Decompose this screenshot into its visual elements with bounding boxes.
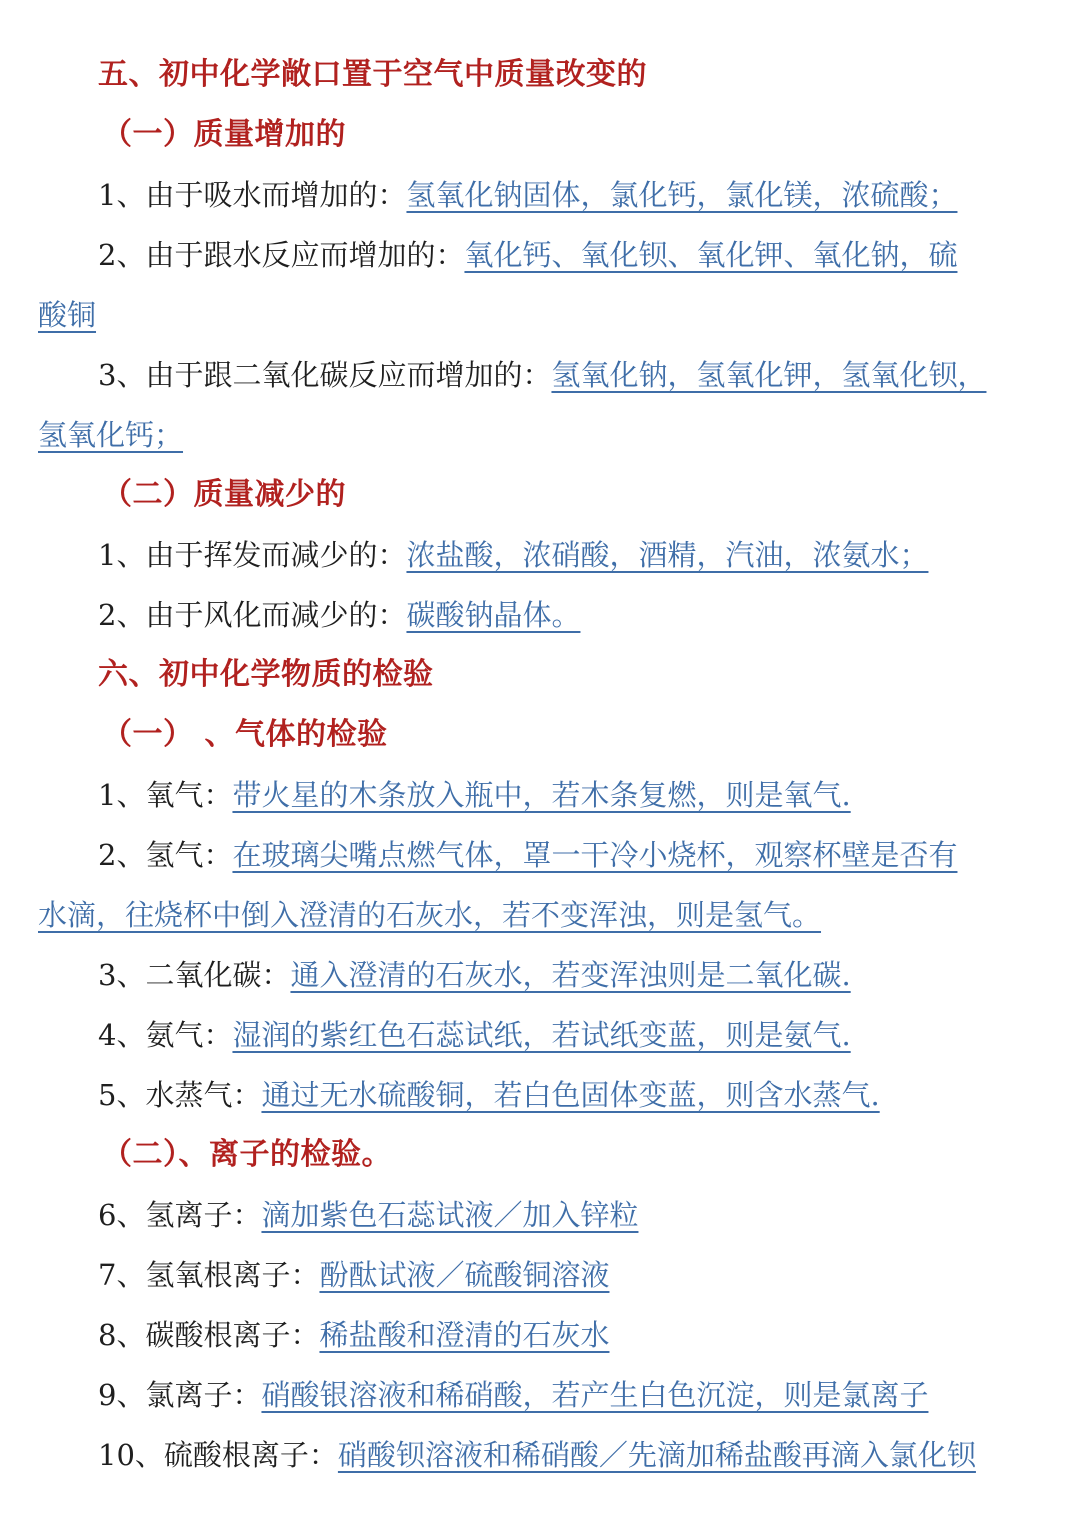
section5-item3-continued: [38, 405, 1048, 465]
item-prefix: 3、二氧化碳：: [98, 958, 291, 992]
item-answer: 湿润的紫红色石蕊试纸，若试纸变蓝，则是氨气.: [232, 1018, 851, 1052]
item-answer-continued: 氢氧化钙；: [38, 418, 184, 452]
item-answer: 硝酸银溶液和稀硝酸，若产生白色沉淀，则是氯离子: [261, 1378, 929, 1412]
item-answer: 在玻璃尖嘴点燃气体，罩一干冷小烧杯，观察杯壁是否有: [232, 838, 958, 872]
section6-item7: [98, 1245, 1080, 1305]
item-answer: 酚酞试液／硫酸铜溶液: [319, 1258, 610, 1292]
item-answer: 稀盐酸和澄清的石灰水: [319, 1318, 610, 1352]
item-answer: 碳酸钠晶体。: [406, 598, 581, 632]
section5-sub1-title: （一）质量增加的: [102, 117, 346, 152]
section5-item3: [98, 345, 1080, 405]
item-answer: 通过无水硫酸铜，若白色固体变蓝，则含水蒸气.: [261, 1078, 880, 1112]
section6-sub2-title: （二）、离子的检验。: [102, 1137, 392, 1172]
section6-item3: [98, 945, 1080, 1005]
item-prefix: 4、氨气：: [98, 1018, 233, 1052]
section6-item1: [98, 765, 1080, 825]
item-answer: 浓盐酸，浓硝酸，酒精，汽油，浓氨水；: [406, 538, 929, 572]
item-prefix: 8、碳酸根离子：: [98, 1318, 320, 1352]
section6-item10: [98, 1425, 1080, 1485]
item-answer: 氧化钙、氧化钡、氧化钾、氧化钠，硫: [464, 238, 958, 272]
section6-item2: [98, 825, 1080, 885]
section6-sub1-title: （一） 、气体的检验: [102, 717, 388, 752]
section5-item2: [98, 225, 1080, 285]
item-prefix: 1、氧气：: [98, 778, 233, 812]
item-prefix: 2、氢气：: [98, 838, 233, 872]
item-answer-continued: 酸铜: [38, 298, 97, 332]
item-prefix: 1、由于挥发而减少的：: [98, 538, 407, 572]
item-prefix: 7、氢氧根离子：: [98, 1258, 320, 1292]
section6-item9: [98, 1365, 1080, 1425]
section5-item1: [98, 165, 1080, 225]
item-prefix: 5、水蒸气：: [98, 1078, 262, 1112]
section6-item2-continued: [38, 885, 1048, 945]
item-answer: 带火星的木条放入瓶中，若木条复燃，则是氧气.: [232, 778, 851, 812]
section6-item8: [98, 1305, 1080, 1365]
item-prefix: 10、硫酸根离子：: [98, 1438, 338, 1472]
item-answer-continued: 水滴，往烧杯中倒入澄清的石灰水，若不变浑浊，则是氢气。: [38, 898, 822, 932]
section5-sub2-item1: [98, 525, 1080, 585]
item-prefix: 3、由于跟二氧化碳反应而增加的：: [98, 358, 552, 392]
item-prefix: 6、氢离子：: [98, 1198, 262, 1232]
section6-title: 六、初中化学物质的检验: [98, 657, 434, 692]
item-answer: 氢氧化钠，氢氧化钾，氢氧化钡，: [551, 358, 987, 392]
section5-item2-continued: [38, 285, 1048, 345]
section5-title: 五、初中化学敞口置于空气中质量改变的: [98, 57, 647, 92]
item-answer: 通入澄清的石灰水，若变浑浊则是二氧化碳.: [290, 958, 851, 992]
section5-sub2-item2: [98, 585, 1080, 645]
section6-item6: [98, 1185, 1080, 1245]
item-prefix: 1、由于吸水而增加的：: [98, 178, 407, 212]
item-prefix: 2、由于风化而减少的：: [98, 598, 407, 632]
section6-item4: [98, 1005, 1080, 1065]
item-answer: 滴加紫色石蕊试液／加入锌粒: [261, 1198, 639, 1232]
item-prefix: 9、氯离子：: [98, 1378, 262, 1412]
item-answer: 硝酸钡溶液和稀硝酸／先滴加稀盐酸再滴入氯化钡: [337, 1438, 976, 1472]
item-prefix: 2、由于跟水反应而增加的：: [98, 238, 465, 272]
section6-item5: [98, 1065, 1080, 1125]
item-answer: 氢氧化钠固体，氯化钙，氯化镁，浓硫酸；: [406, 178, 958, 212]
section5-sub2-title: （二）质量减少的: [102, 477, 346, 512]
